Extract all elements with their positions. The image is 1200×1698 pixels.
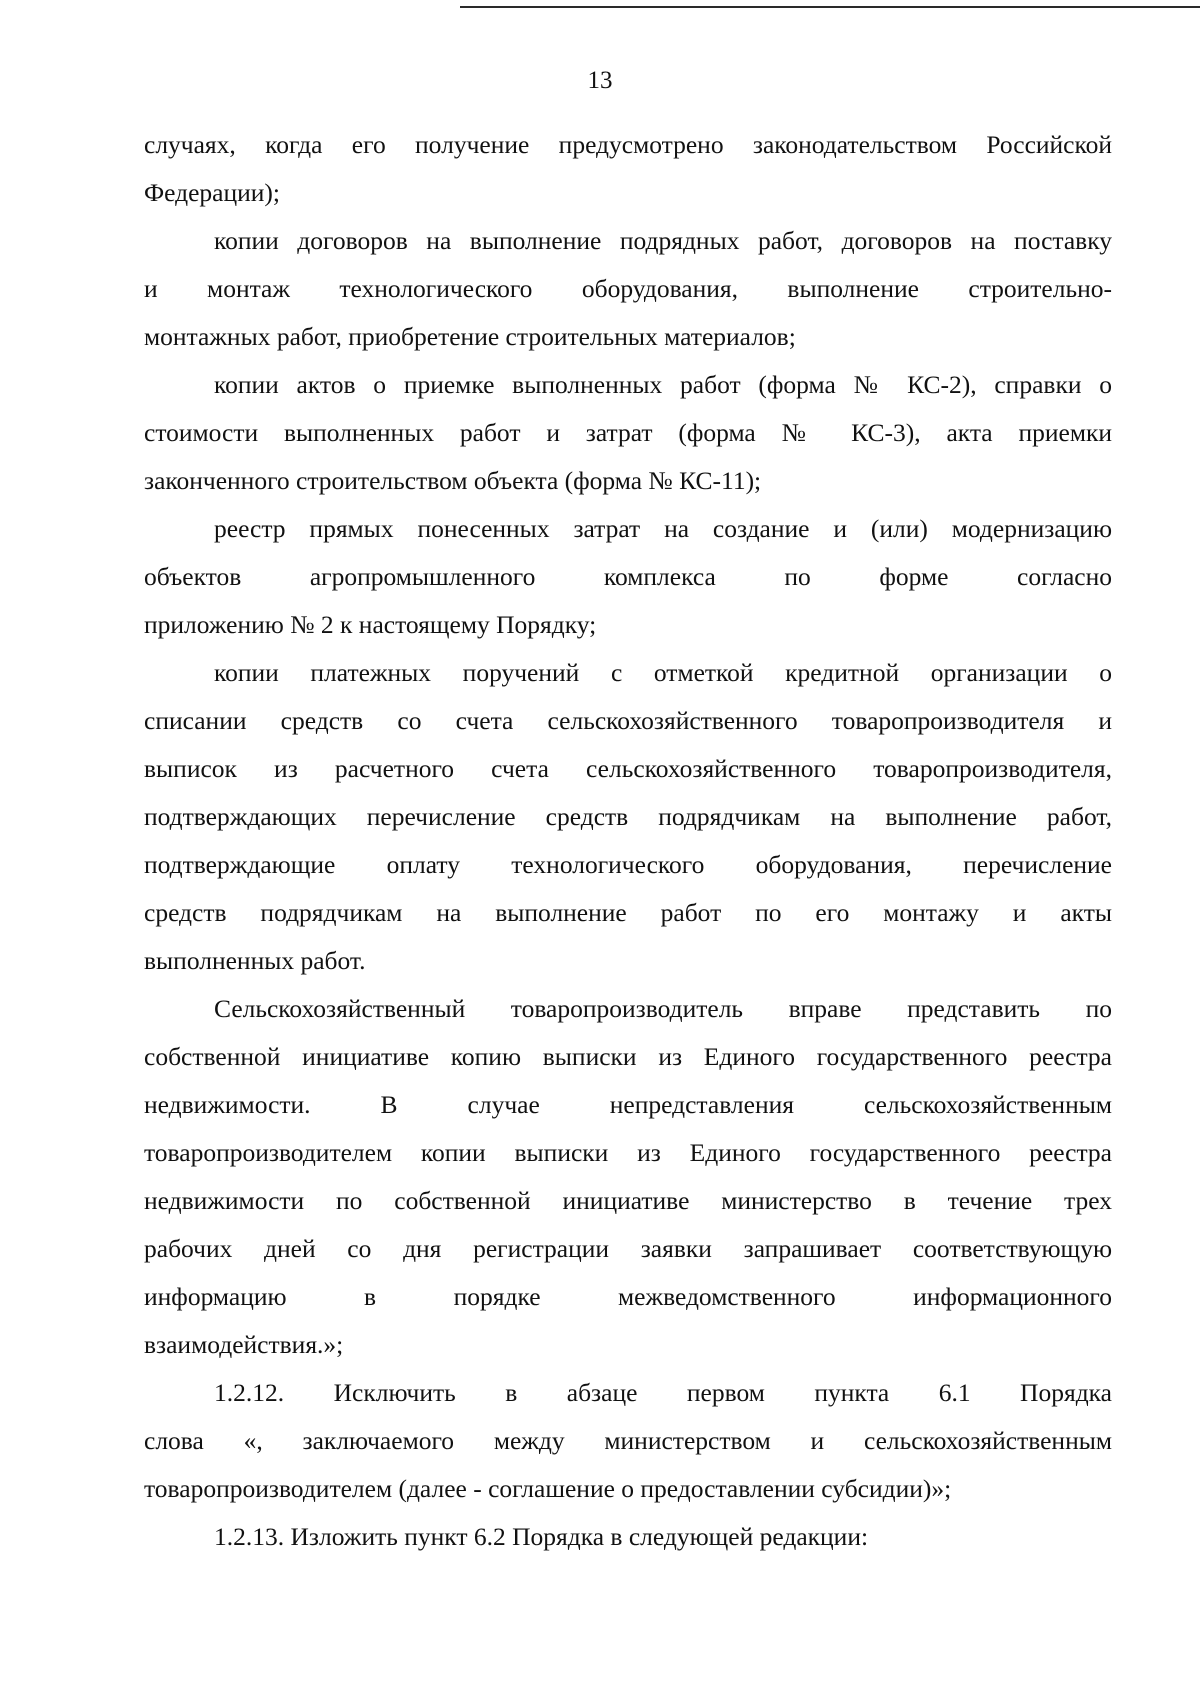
text-line: и монтаж технологического оборудования, выполнение строительно- — [144, 274, 1112, 303]
paragraph — [144, 985, 1112, 1369]
text-line: выписок из расчетного счета сельскохозяйственного товаропроизводителя, — [144, 754, 1112, 783]
text-line: законченного строительством объекта (форма № КС-11); — [144, 466, 762, 495]
text-line: подтверждающие оплату технологического оборудования, перечисление — [144, 850, 1112, 879]
text-line: копии актов о приемке выполненных работ (форма № КС-2), справки о — [214, 370, 1112, 399]
text-line: слова «, заключаемого между министерством и сельскохозяйственным — [144, 1426, 1112, 1455]
text-line: копии платежных поручений с отметкой кредитной организации о — [214, 658, 1112, 687]
text-line: Сельскохозяйственный товаропроизводитель вправе представить по — [214, 994, 1112, 1023]
text-line: случаях, когда его получение предусмотрено законодательством Российской — [144, 130, 1112, 159]
text-line: объектов агропромышленного комплекса по форме согласно — [144, 562, 1112, 591]
text-line: 1.2.13. Изложить пункт 6.2 Порядка в следующей редакции: — [214, 1522, 869, 1551]
text-line: подтверждающих перечисление средств подрядчикам на выполнение работ, — [144, 802, 1112, 831]
text-line: взаимодействия.»; — [144, 1330, 344, 1359]
text-line: средств подрядчикам на выполнение работ по его монтажу и акты — [144, 898, 1112, 927]
paragraph — [144, 1513, 1112, 1561]
text-line: собственной инициативе копию выписки из Единого государственного реестра — [144, 1042, 1112, 1071]
text-line: товаропроизводителем копии выписки из Единого государственного реестра — [144, 1138, 1112, 1167]
page-number: 13 — [587, 67, 613, 94]
text-line: списании средств со счета сельскохозяйственного товаропроизводителя и — [144, 706, 1112, 735]
paragraph — [144, 217, 1112, 361]
text-line: товаропроизводителем (далее - соглашение о предоставлении субсидии)»; — [144, 1474, 952, 1503]
top-edge-rule — [460, 6, 1200, 8]
text-line: приложению № 2 к настоящему Порядку; — [144, 610, 597, 639]
text-line: рабочих дней со дня регистрации заявки запрашивает соответствующую — [144, 1234, 1112, 1263]
text-line: копии договоров на выполнение подрядных работ, договоров на поставку — [214, 226, 1112, 255]
text-line: выполненных работ. — [144, 946, 366, 975]
text-line: недвижимости по собственной инициативе министерство в течение трех — [144, 1186, 1112, 1215]
document-body — [144, 121, 1112, 1561]
text-line: информацию в порядке межведомственного информационного — [144, 1282, 1112, 1311]
paragraph — [144, 649, 1112, 985]
paragraph — [144, 505, 1112, 649]
text-line: реестр прямых понесенных затрат на создание и (или) модернизацию — [214, 514, 1112, 543]
paragraph — [144, 121, 1112, 217]
text-line: монтажных работ, приобретение строительных материалов; — [144, 322, 796, 351]
text-line: 1.2.12. Исключить в абзаце первом пункта 6.1 Порядка — [214, 1378, 1112, 1407]
text-line: недвижимости. В случае непредставления сельскохозяйственным — [144, 1090, 1112, 1119]
paragraph — [144, 361, 1112, 505]
text-line: стоимости выполненных работ и затрат (форма № КС-3), акта приемки — [144, 418, 1112, 447]
paragraph — [144, 1369, 1112, 1513]
text-line: Федерации); — [144, 178, 281, 207]
